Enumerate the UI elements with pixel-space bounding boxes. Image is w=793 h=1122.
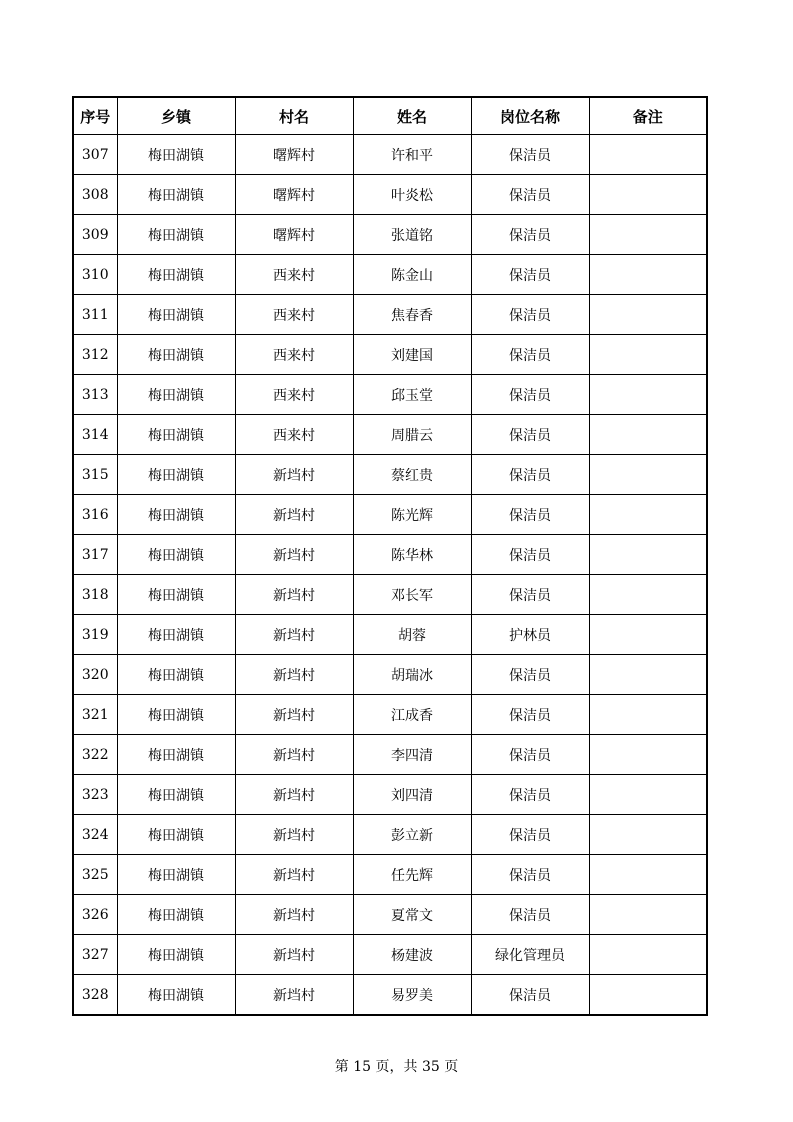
- cell-remarks: [589, 375, 707, 415]
- cell-position: 保洁员: [471, 215, 589, 255]
- cell-name: 周腊云: [353, 415, 471, 455]
- cell-village: 新垱村: [235, 975, 353, 1016]
- cell-remarks: [589, 295, 707, 335]
- cell-position: 保洁员: [471, 175, 589, 215]
- table-row: [73, 895, 707, 935]
- roster-table: [72, 96, 708, 1016]
- cell-township: 梅田湖镇: [117, 375, 235, 415]
- cell-village: 西来村: [235, 375, 353, 415]
- table-row: [73, 575, 707, 615]
- cell-remarks: [589, 695, 707, 735]
- cell-name: 焦春香: [353, 295, 471, 335]
- cell-township: 梅田湖镇: [117, 495, 235, 535]
- cell-village: 新垱村: [235, 695, 353, 735]
- cell-remarks: [589, 895, 707, 935]
- cell-name: 杨建波: [353, 935, 471, 975]
- cell-seq: 323: [73, 775, 117, 815]
- table-row: [73, 415, 707, 455]
- page-number: 第 15 页，共 35 页: [334, 1059, 459, 1075]
- cell-remarks: [589, 335, 707, 375]
- cell-name: 江成香: [353, 695, 471, 735]
- cell-position: 保洁员: [471, 415, 589, 455]
- cell-township: 梅田湖镇: [117, 655, 235, 695]
- cell-position: 保洁员: [471, 655, 589, 695]
- cell-seq: 324: [73, 815, 117, 855]
- cell-township: 梅田湖镇: [117, 215, 235, 255]
- table-row: [73, 175, 707, 215]
- cell-village: 新垱村: [235, 535, 353, 575]
- cell-village: 西来村: [235, 415, 353, 455]
- table-row: [73, 695, 707, 735]
- column-header-position: 岗位名称: [471, 97, 589, 135]
- cell-seq: 307: [73, 135, 117, 175]
- cell-position: 保洁员: [471, 535, 589, 575]
- cell-seq: 313: [73, 375, 117, 415]
- cell-village: 曙辉村: [235, 215, 353, 255]
- cell-name: 胡蓉: [353, 615, 471, 655]
- cell-seq: 318: [73, 575, 117, 615]
- cell-name: 陈金山: [353, 255, 471, 295]
- cell-name: 刘建国: [353, 335, 471, 375]
- cell-name: 胡瑞冰: [353, 655, 471, 695]
- cell-position: 保洁员: [471, 135, 589, 175]
- cell-position: 保洁员: [471, 775, 589, 815]
- cell-village: 西来村: [235, 335, 353, 375]
- cell-remarks: [589, 535, 707, 575]
- column-header-village: 村名: [235, 97, 353, 135]
- cell-seq: 326: [73, 895, 117, 935]
- cell-village: 新垱村: [235, 935, 353, 975]
- cell-name: 张道铭: [353, 215, 471, 255]
- cell-seq: 311: [73, 295, 117, 335]
- cell-village: 新垱村: [235, 815, 353, 855]
- table-row: [73, 335, 707, 375]
- cell-name: 陈华林: [353, 535, 471, 575]
- cell-seq: 312: [73, 335, 117, 375]
- cell-name: 邱玉堂: [353, 375, 471, 415]
- cell-remarks: [589, 175, 707, 215]
- cell-name: 易罗美: [353, 975, 471, 1016]
- cell-position: 保洁员: [471, 895, 589, 935]
- table-row: [73, 375, 707, 415]
- cell-village: 新垱村: [235, 655, 353, 695]
- column-header-seq: 序号: [73, 97, 117, 135]
- table-row: [73, 735, 707, 775]
- cell-township: 梅田湖镇: [117, 895, 235, 935]
- cell-name: 任先辉: [353, 855, 471, 895]
- cell-township: 梅田湖镇: [117, 335, 235, 375]
- cell-position: 保洁员: [471, 375, 589, 415]
- cell-township: 梅田湖镇: [117, 775, 235, 815]
- cell-village: 曙辉村: [235, 175, 353, 215]
- cell-seq: 308: [73, 175, 117, 215]
- cell-seq: 319: [73, 615, 117, 655]
- table-row: [73, 935, 707, 975]
- cell-township: 梅田湖镇: [117, 295, 235, 335]
- cell-seq: 310: [73, 255, 117, 295]
- cell-seq: 309: [73, 215, 117, 255]
- cell-remarks: [589, 655, 707, 695]
- table-row: [73, 615, 707, 655]
- cell-seq: 322: [73, 735, 117, 775]
- cell-township: 梅田湖镇: [117, 135, 235, 175]
- cell-township: 梅田湖镇: [117, 975, 235, 1016]
- cell-township: 梅田湖镇: [117, 175, 235, 215]
- cell-village: 新垱村: [235, 575, 353, 615]
- table-row: [73, 535, 707, 575]
- cell-village: 曙辉村: [235, 135, 353, 175]
- cell-village: 西来村: [235, 255, 353, 295]
- cell-position: 绿化管理员: [471, 935, 589, 975]
- table-header: [73, 97, 707, 135]
- cell-township: 梅田湖镇: [117, 415, 235, 455]
- cell-name: 许和平: [353, 135, 471, 175]
- table-row: [73, 455, 707, 495]
- cell-remarks: [589, 215, 707, 255]
- cell-township: 梅田湖镇: [117, 815, 235, 855]
- cell-seq: 317: [73, 535, 117, 575]
- cell-remarks: [589, 455, 707, 495]
- cell-village: 新垱村: [235, 495, 353, 535]
- cell-remarks: [589, 735, 707, 775]
- cell-remarks: [589, 495, 707, 535]
- cell-remarks: [589, 615, 707, 655]
- cell-village: 新垱村: [235, 455, 353, 495]
- cell-village: 西来村: [235, 295, 353, 335]
- cell-township: 梅田湖镇: [117, 935, 235, 975]
- table-row: [73, 975, 707, 1016]
- cell-position: 保洁员: [471, 575, 589, 615]
- cell-township: 梅田湖镇: [117, 735, 235, 775]
- cell-seq: 320: [73, 655, 117, 695]
- cell-position: 保洁员: [471, 295, 589, 335]
- cell-remarks: [589, 135, 707, 175]
- cell-seq: 321: [73, 695, 117, 735]
- cell-position: 保洁员: [471, 815, 589, 855]
- cell-name: 叶炎松: [353, 175, 471, 215]
- cell-name: 陈光辉: [353, 495, 471, 535]
- cell-position: 护林员: [471, 615, 589, 655]
- table-row: [73, 495, 707, 535]
- cell-position: 保洁员: [471, 855, 589, 895]
- table-row: [73, 855, 707, 895]
- header-row: [73, 97, 707, 135]
- cell-name: 彭立新: [353, 815, 471, 855]
- cell-seq: 314: [73, 415, 117, 455]
- cell-remarks: [589, 255, 707, 295]
- cell-position: 保洁员: [471, 975, 589, 1016]
- cell-remarks: [589, 975, 707, 1016]
- table-row: [73, 215, 707, 255]
- table-row: [73, 815, 707, 855]
- cell-position: 保洁员: [471, 695, 589, 735]
- cell-village: 新垱村: [235, 775, 353, 815]
- cell-name: 邓长军: [353, 575, 471, 615]
- cell-position: 保洁员: [471, 495, 589, 535]
- cell-township: 梅田湖镇: [117, 695, 235, 735]
- cell-seq: 325: [73, 855, 117, 895]
- cell-position: 保洁员: [471, 255, 589, 295]
- cell-remarks: [589, 855, 707, 895]
- cell-remarks: [589, 575, 707, 615]
- cell-position: 保洁员: [471, 455, 589, 495]
- cell-position: 保洁员: [471, 335, 589, 375]
- column-header-name: 姓名: [353, 97, 471, 135]
- cell-name: 夏常文: [353, 895, 471, 935]
- cell-position: 保洁员: [471, 735, 589, 775]
- column-header-remarks: 备注: [589, 97, 707, 135]
- cell-village: 新垱村: [235, 855, 353, 895]
- cell-seq: 315: [73, 455, 117, 495]
- cell-township: 梅田湖镇: [117, 455, 235, 495]
- table-row: [73, 655, 707, 695]
- cell-seq: 327: [73, 935, 117, 975]
- cell-seq: 328: [73, 975, 117, 1016]
- cell-remarks: [589, 415, 707, 455]
- cell-name: 刘四清: [353, 775, 471, 815]
- cell-remarks: [589, 935, 707, 975]
- column-header-township: 乡镇: [117, 97, 235, 135]
- cell-village: 新垱村: [235, 735, 353, 775]
- cell-township: 梅田湖镇: [117, 255, 235, 295]
- cell-remarks: [589, 775, 707, 815]
- cell-township: 梅田湖镇: [117, 615, 235, 655]
- cell-township: 梅田湖镇: [117, 855, 235, 895]
- table-row: [73, 775, 707, 815]
- table-body: [73, 135, 707, 1016]
- cell-seq: 316: [73, 495, 117, 535]
- table-row: [73, 255, 707, 295]
- cell-village: 新垱村: [235, 895, 353, 935]
- table-row: [73, 295, 707, 335]
- cell-name: 蔡红贵: [353, 455, 471, 495]
- cell-name: 李四清: [353, 735, 471, 775]
- cell-township: 梅田湖镇: [117, 575, 235, 615]
- cell-village: 新垱村: [235, 615, 353, 655]
- cell-township: 梅田湖镇: [117, 535, 235, 575]
- table-row: [73, 135, 707, 175]
- cell-remarks: [589, 815, 707, 855]
